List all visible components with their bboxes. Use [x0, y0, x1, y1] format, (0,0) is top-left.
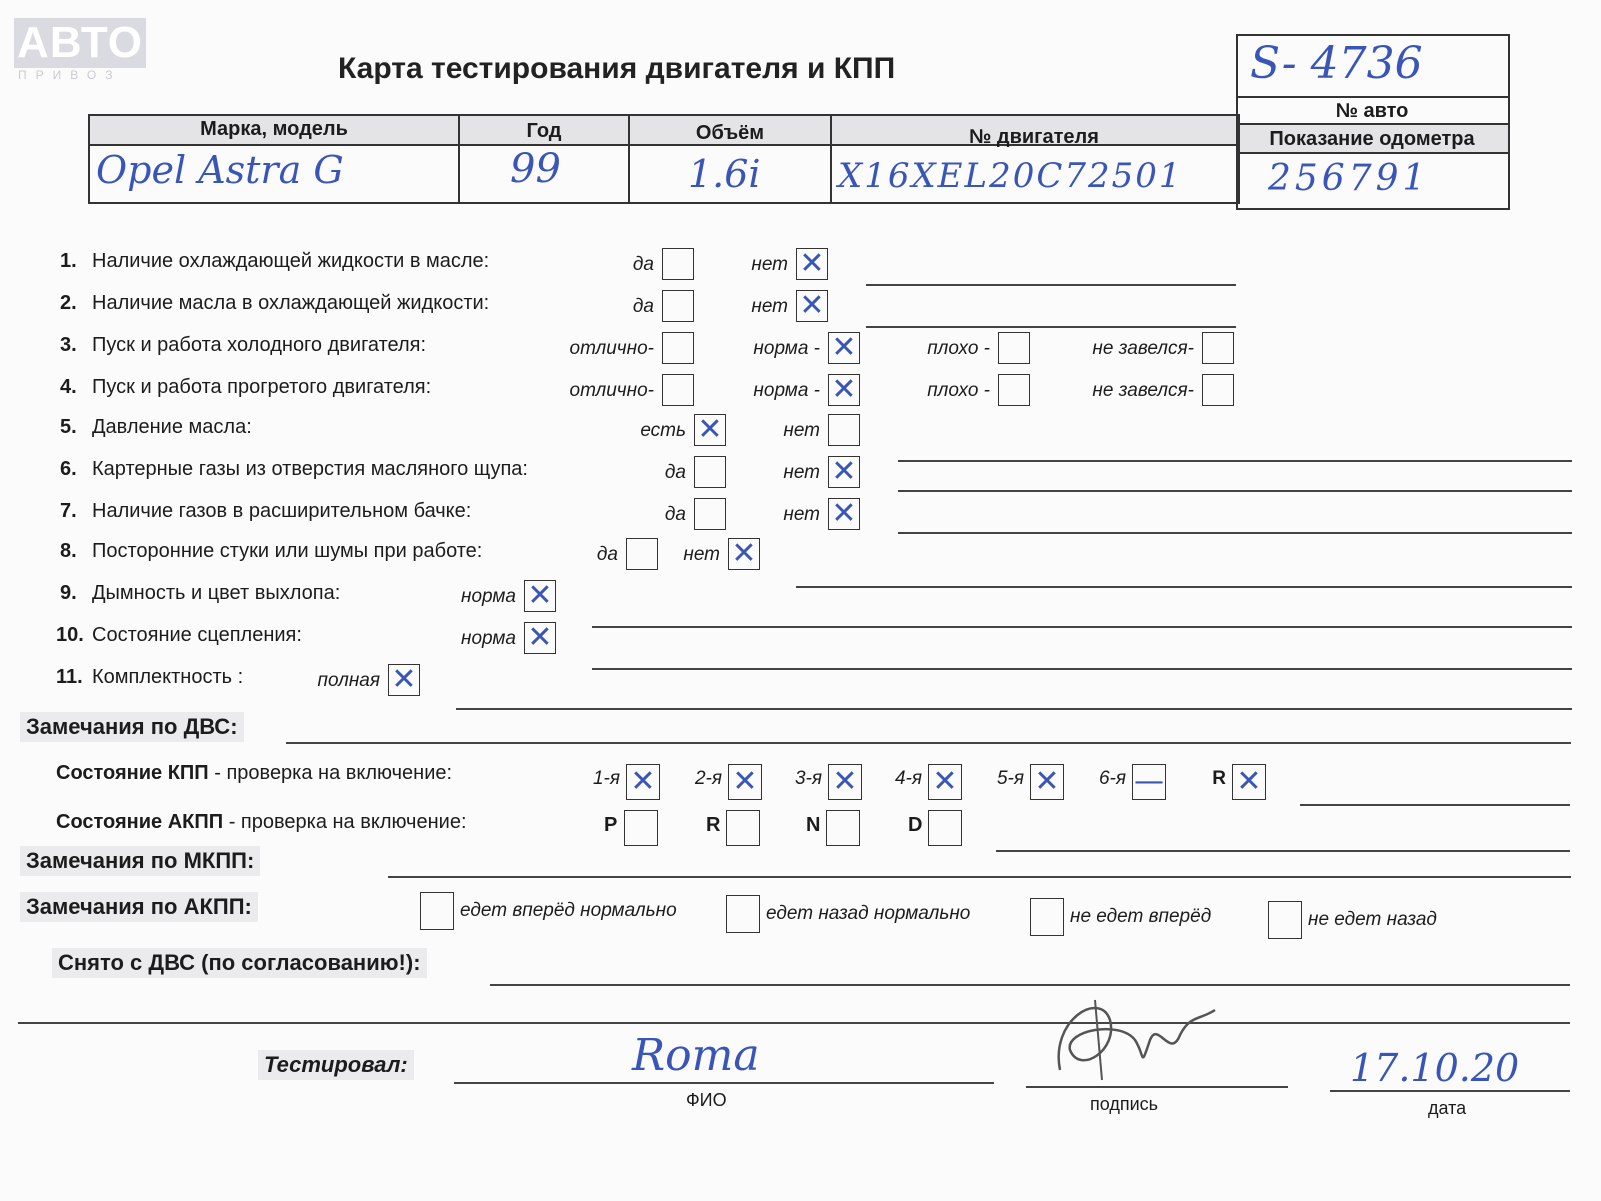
- date-line[interactable]: [1330, 1090, 1570, 1092]
- question-number: 11.: [56, 666, 83, 688]
- question-number: 9.: [60, 582, 77, 604]
- akpp-remark-checkbox[interactable]: [1268, 901, 1302, 939]
- option-label: плохо -: [927, 338, 990, 359]
- option-label: да: [632, 296, 654, 317]
- gear-label: 5-я: [996, 768, 1024, 789]
- question-text: Наличие масла в охлаждающей жидкости:: [92, 292, 490, 314]
- gear-label: 3-я: [794, 768, 822, 789]
- gear-label: 2-я: [694, 768, 722, 789]
- option-label: норма -: [753, 338, 820, 359]
- option-label: плохо -: [927, 380, 990, 401]
- remarks-mkpp-line[interactable]: [388, 876, 1571, 878]
- option-checkbox[interactable]: [662, 290, 694, 322]
- auto-number-label: № авто: [1335, 100, 1409, 122]
- check-mark-icon: ✕: [799, 288, 825, 323]
- logo: АВТО: [14, 18, 146, 68]
- akpp-remark-checkbox[interactable]: [420, 892, 454, 930]
- option-checkbox[interactable]: [796, 248, 828, 280]
- akpp-mode-checkbox[interactable]: [928, 810, 962, 846]
- option-label: отлично-: [569, 338, 654, 359]
- answer-line[interactable]: [796, 586, 1572, 588]
- option-checkbox[interactable]: [828, 498, 860, 530]
- akpp-remark-label: не едет назад: [1308, 909, 1437, 930]
- option-checkbox[interactable]: [662, 374, 694, 406]
- akpp-remark-label: едет вперёд нормально: [460, 900, 677, 921]
- odometer-label: Показание одометра: [1269, 128, 1475, 150]
- check-mark-icon: ✕: [527, 578, 553, 613]
- akpp-mode-checkbox[interactable]: [826, 810, 860, 846]
- odometer-value[interactable]: 256791: [1268, 158, 1430, 199]
- option-checkbox[interactable]: [694, 498, 726, 530]
- option-checkbox[interactable]: [524, 580, 556, 612]
- question-number: 7.: [60, 500, 77, 522]
- check-mark-icon: ✕: [1034, 764, 1060, 799]
- question-text: Состояние сцепления:: [92, 624, 302, 646]
- fio-label: ФИО: [686, 1090, 727, 1110]
- akpp-remark-checkbox[interactable]: [726, 895, 760, 933]
- tested-label: Тестировал:: [258, 1050, 414, 1080]
- akpp-mode-label: P: [604, 814, 618, 836]
- remarks-dvs-label: Замечания по ДВС:: [20, 712, 244, 742]
- akpp-mode-checkbox[interactable]: [624, 810, 658, 846]
- question-number: 10.: [56, 624, 84, 646]
- option-label: нет: [783, 504, 820, 525]
- option-label: норма -: [753, 380, 820, 401]
- fio-value[interactable]: Roma: [632, 1030, 760, 1081]
- question-number: 8.: [60, 540, 77, 562]
- gear-checkbox[interactable]: [1232, 764, 1266, 800]
- check-mark-icon: ✕: [630, 764, 656, 799]
- option-label: нет: [683, 544, 720, 565]
- option-label: нет: [783, 420, 820, 441]
- option-checkbox[interactable]: [998, 332, 1030, 364]
- question-number: 5.: [60, 416, 77, 438]
- gear-checkbox[interactable]: [828, 764, 862, 800]
- gear-checkbox[interactable]: [728, 764, 762, 800]
- option-label: полная: [317, 670, 380, 691]
- check-mark-icon: ✕: [932, 764, 958, 799]
- option-label: да: [664, 504, 686, 525]
- question-number: 3.: [60, 334, 77, 356]
- page-title: Карта тестирования двигателя и КПП: [338, 52, 896, 85]
- question-text: Картерные газы из отверстия масляного щупа:: [92, 458, 528, 480]
- option-checkbox[interactable]: [524, 622, 556, 654]
- akpp-mode-label: R: [706, 814, 721, 836]
- option-checkbox[interactable]: [728, 538, 760, 570]
- question-text: Посторонние стуки или шумы при работе:: [92, 540, 483, 562]
- akpp-mode-label: D: [908, 814, 923, 836]
- remarks-akpp-label: Замечания по АКПП:: [20, 892, 258, 922]
- gear-checkbox[interactable]: [1132, 764, 1166, 800]
- check-mark-icon: ✕: [832, 764, 858, 799]
- answer-line[interactable]: [898, 490, 1572, 492]
- option-label: нет: [783, 462, 820, 483]
- check-mark-icon: ✕: [1236, 764, 1262, 799]
- engine-number-value[interactable]: X16XEL20C72501: [838, 156, 1183, 196]
- date-label: дата: [1428, 1098, 1467, 1118]
- answer-line[interactable]: [898, 460, 1572, 462]
- option-label: отлично-: [569, 380, 654, 401]
- answer-line[interactable]: [592, 668, 1572, 670]
- check-mark-icon: ✕: [731, 536, 757, 571]
- check-mark-icon: ✕: [527, 620, 553, 655]
- option-label: не завелся-: [1092, 338, 1194, 359]
- question-number: 1.: [60, 250, 77, 272]
- answer-line[interactable]: [456, 708, 1572, 710]
- check-mark-icon: ✕: [799, 246, 825, 281]
- check-mark-icon: ✕: [831, 496, 857, 531]
- option-label: да: [664, 462, 686, 483]
- question-text: Наличие газов в расширительном бачке:: [92, 500, 472, 522]
- auto-number-value[interactable]: S- 4736: [1250, 38, 1423, 89]
- option-checkbox[interactable]: [662, 248, 694, 280]
- header-engine-number: № двигателя: [969, 126, 1099, 148]
- option-checkbox[interactable]: [1202, 374, 1234, 406]
- date-value[interactable]: 17.10.20: [1350, 1046, 1520, 1090]
- gear-checkbox[interactable]: [1030, 764, 1064, 800]
- answer-line[interactable]: [898, 532, 1572, 534]
- akpp-mode-checkbox[interactable]: [726, 810, 760, 846]
- check-mark-icon: ✕: [831, 454, 857, 489]
- option-checkbox[interactable]: [694, 456, 726, 488]
- check-mark-icon: —: [1134, 764, 1164, 799]
- answer-line[interactable]: [592, 626, 1572, 628]
- akpp-label: Состояние АКПП - проверка на включение:: [56, 811, 467, 833]
- option-checkbox[interactable]: [626, 538, 658, 570]
- gear-label: 1-я: [592, 768, 620, 789]
- signature-icon: [1040, 980, 1220, 1090]
- akpp-mode-label: N: [806, 814, 821, 836]
- option-checkbox[interactable]: [828, 374, 860, 406]
- gear-label: R: [1212, 768, 1226, 789]
- signature-label: подпись: [1090, 1094, 1159, 1114]
- question-number: 2.: [60, 292, 77, 314]
- question-text: Давление масла:: [92, 416, 252, 438]
- check-mark-icon: ✕: [732, 764, 758, 799]
- option-checkbox[interactable]: [662, 332, 694, 364]
- option-checkbox[interactable]: [828, 456, 860, 488]
- check-mark-icon: ✕: [391, 662, 417, 697]
- check-mark-icon: ✕: [831, 372, 857, 407]
- fio-line[interactable]: [454, 1082, 994, 1084]
- option-checkbox[interactable]: [828, 414, 860, 446]
- question-text: Пуск и работа холодного двигателя:: [92, 334, 427, 356]
- check-mark-icon: ✕: [697, 412, 723, 447]
- akpp-remark-checkbox[interactable]: [1030, 898, 1064, 936]
- kpp-label: Состояние КПП - проверка на включение:: [56, 762, 453, 784]
- akpp-remark-label: не едет вперёд: [1070, 906, 1212, 927]
- signature-line[interactable]: [1026, 1086, 1288, 1088]
- option-checkbox[interactable]: [388, 664, 420, 696]
- option-label: да: [596, 544, 618, 565]
- option-label: нет: [751, 254, 788, 275]
- gear-checkbox[interactable]: [928, 764, 962, 800]
- question-number: 6.: [60, 458, 77, 480]
- gear-label: 6-я: [1098, 768, 1126, 789]
- logo-subtitle: ПРИВОЗ: [18, 68, 122, 82]
- option-checkbox[interactable]: [796, 290, 828, 322]
- option-label: норма: [461, 628, 516, 649]
- answer-line[interactable]: [866, 284, 1236, 286]
- removed-line[interactable]: [490, 984, 1570, 986]
- option-label: есть: [640, 420, 686, 441]
- remarks-mkpp-label: Замечания по МКПП:: [20, 846, 260, 876]
- remarks-dvs-line[interactable]: [286, 742, 1571, 744]
- volume-value[interactable]: 1.6i: [688, 152, 761, 196]
- question-number: 4.: [60, 376, 77, 398]
- model-value[interactable]: Opel Astra G: [96, 148, 344, 192]
- option-checkbox[interactable]: [828, 332, 860, 364]
- answer-line[interactable]: [866, 326, 1236, 328]
- question-text: Наличие охлаждающей жидкости в масле:: [92, 250, 490, 272]
- option-label: нет: [751, 296, 788, 317]
- gear-checkbox[interactable]: [626, 764, 660, 800]
- option-label: норма: [461, 586, 516, 607]
- option-label: не завелся-: [1092, 380, 1194, 401]
- check-mark-icon: ✕: [831, 330, 857, 365]
- gear-label: 4-я: [894, 768, 922, 789]
- question-text: Пуск и работа прогретого двигателя:: [92, 376, 432, 398]
- akpp-remark-label: едет назад нормально: [766, 903, 971, 924]
- removed-label: Снято с ДВС (по согласованию!):: [52, 948, 427, 978]
- option-checkbox[interactable]: [1202, 332, 1234, 364]
- header-year: Год: [526, 120, 562, 142]
- option-label: да: [632, 254, 654, 275]
- question-text: Комплектность :: [92, 666, 244, 688]
- option-checkbox[interactable]: [694, 414, 726, 446]
- year-value[interactable]: 99: [510, 146, 561, 192]
- header-model: Марка, модель: [200, 118, 348, 140]
- header-volume: Объём: [695, 122, 765, 144]
- question-text: Дымность и цвет выхлопа:: [92, 582, 341, 604]
- option-checkbox[interactable]: [998, 374, 1030, 406]
